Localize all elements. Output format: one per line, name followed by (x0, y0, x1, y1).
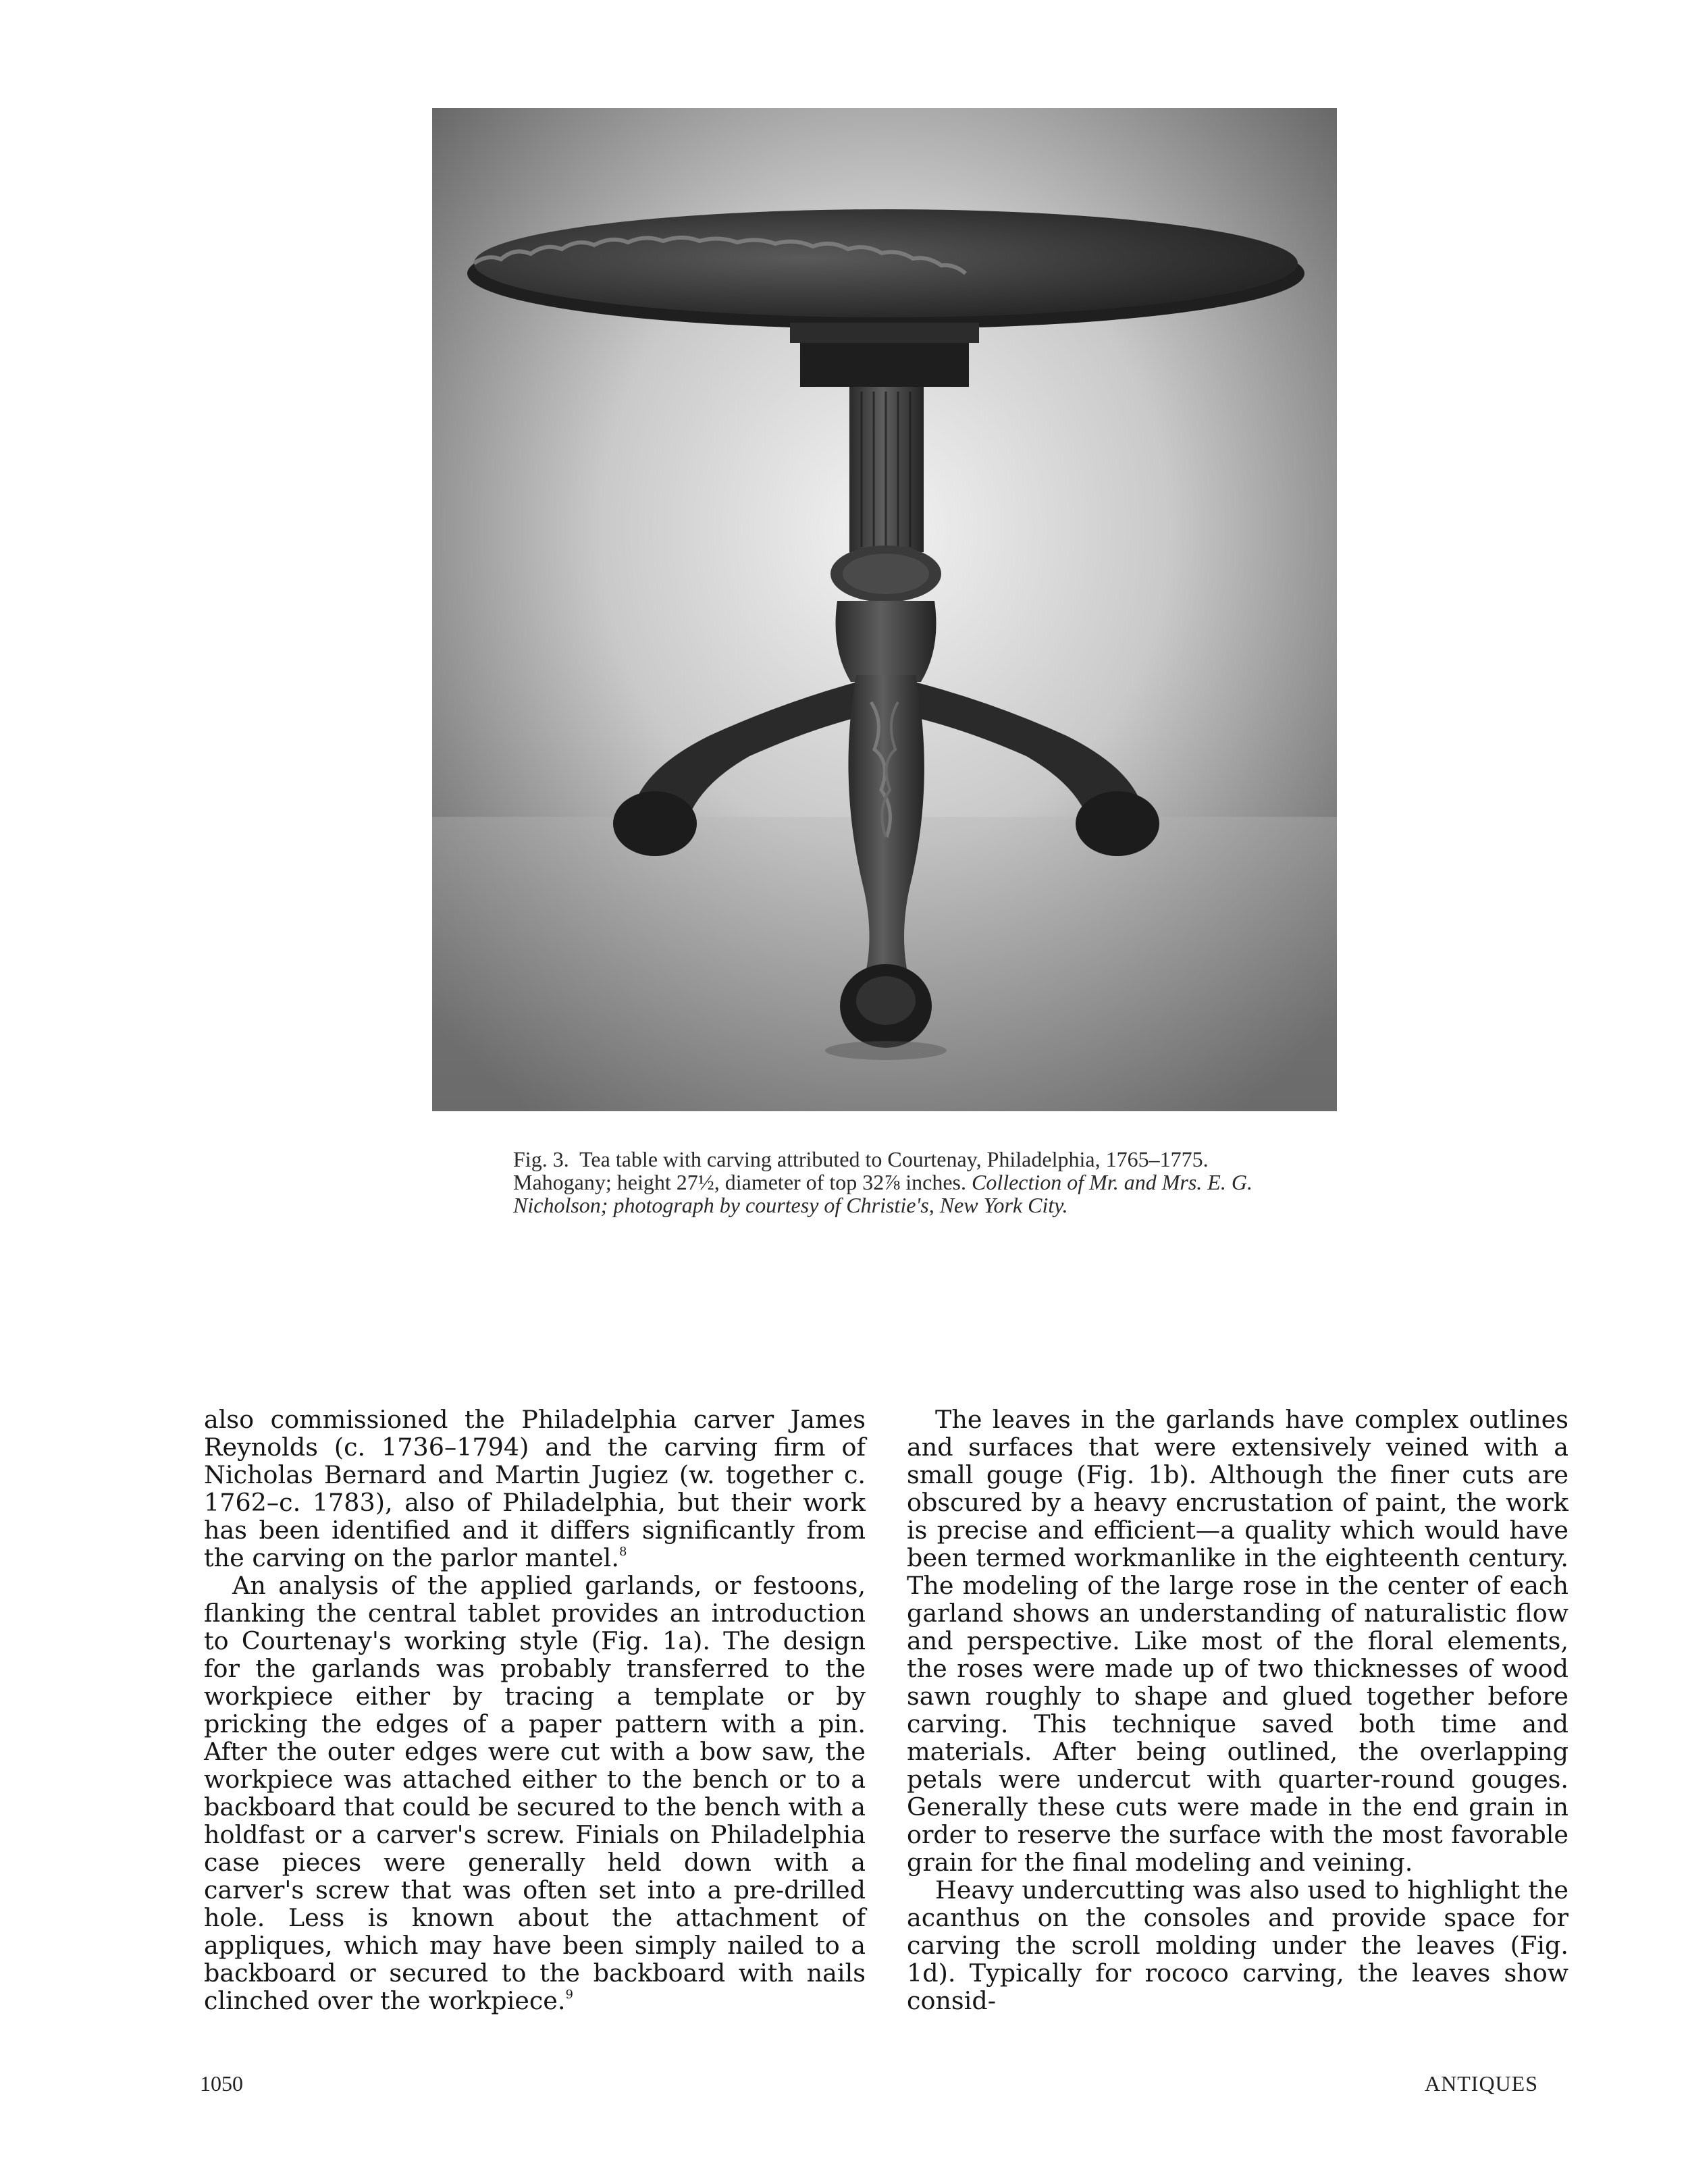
footnote-ref-9: 9 (565, 1988, 573, 2002)
right-paragraph-2: Heavy undercutting was also used to highlight the acanthus on the consoles and provide space for carving the scroll molding under the leaves (Fig. 1d). Typically for rococo carving, the leaves show consid- (907, 1875, 1568, 2015)
left-paragraph-2 (204, 1572, 866, 2015)
caption-text: Tea table with carving attributed to Courtenay, Philadelphia, 1765–1775. Mahogany; height 27½, diameter of top 32⅞ inches. (513, 1147, 1209, 1194)
tea-table-photograph (432, 108, 1337, 1111)
figure-caption (513, 1148, 1256, 1217)
footnote-ref-8: 8 (618, 1545, 627, 1559)
running-title: ANTIQUES (1425, 2071, 1538, 2096)
left-paragraph-1 (204, 1406, 866, 1572)
left-paragraph-1-text: also commissioned the Philadelphia carver James Reynolds (c. 1736–1794) and the carving firm of Nicholas Bernard and Martin Jugiez (w. together c. 1762–c. 1783), also of Philadelphia, but their work has been identified and it differs significantly from the carving on the parlor mantel. (204, 1405, 866, 1572)
caption-label: Fig. 3. (513, 1147, 569, 1171)
left-text-column (204, 1406, 866, 2015)
page-number: 1050 (200, 2071, 243, 2096)
right-paragraph-1: The leaves in the garlands have complex outlines and surfaces that were extensively veined with a small gouge (Fig. 1b). Although the finer cuts are obscured by a heavy encrustation of paint, the work is precise and efficient—a quality which would have been termed workmanlike in the eighteenth century. The modeling of the large rose in the center of each garland shows an understanding of naturalistic flow and perspective. Like most of the floral elements, the roses were made up of two thicknesses of wood sawn roughly to shape and glued together before carving. This technique saved both time and materials. After being outlined, the overlapping petals were undercut with quarter-round gouges. Generally these cuts were made in the end grain in order to reserve the surface with the most favorable grain for the final modeling and veining. (907, 1405, 1568, 1877)
left-paragraph-2-text: An analysis of the applied garlands, or festoons, flanking the central tablet provides an introduction to Courtenay's working style (Fig. 1a). The design for the garlands was probably transferred to the workpiece either by tracing a template or by pricking the edges of a paper pattern with a pin. After the outer edges were cut with a bow saw, the workpiece was attached either to the bench or to a backboard that could be secured to the bench with a holdfast or a carver's screw. Finials on Philadelphia case pieces were generally held down with a carver's screw that was often set into a pre-drilled hole. Less is known about the attachment of appliques, which may have been simply nailed to a backboard or secured to the backboard with nails clinched over the workpiece. (204, 1571, 866, 2015)
caption-credit: Collection of Mr. and Mrs. E. G. Nicholson; photograph by courtesy of Christie's, New York City. (513, 1170, 1252, 1217)
right-text-column (907, 1406, 1568, 2015)
